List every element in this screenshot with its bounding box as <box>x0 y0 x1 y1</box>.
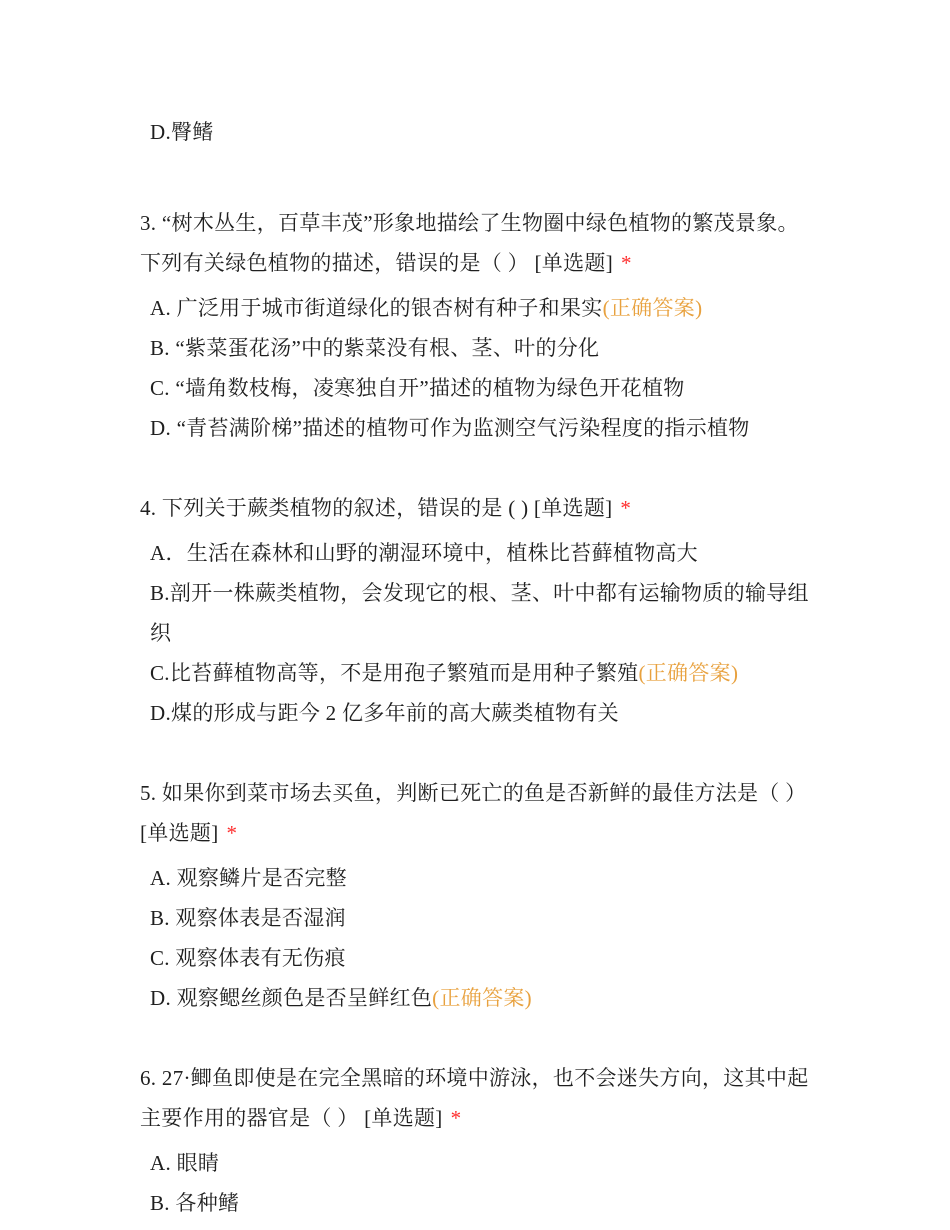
option-text: C. 观察体表有无伤痕 <box>150 946 346 970</box>
question-stem <box>140 488 820 528</box>
option-text: A. 观察鳞片是否完整 <box>150 866 347 890</box>
correct-answer-tag: (正确答案) <box>602 296 703 320</box>
answer-option <box>140 288 820 328</box>
answer-option <box>140 408 820 448</box>
question-6 <box>140 1058 820 1223</box>
answer-option <box>140 533 820 573</box>
question-stem-text: 3. “树木丛生，百草丰茂”形象地描绘了生物圈中绿色植物的繁茂景象。下列有关绿色植物的描述，错误的是（ ） [单选题] <box>140 211 799 275</box>
answer-option <box>140 858 820 898</box>
option-text: D.臀鳍 <box>150 120 214 144</box>
option-text: B.剖开一株蕨类植物，会发现它的根、茎、叶中都有运输物质的输导组织 <box>150 581 809 645</box>
required-asterisk: * <box>620 496 632 520</box>
answer-option <box>140 653 820 693</box>
question-stem-text: 4. 下列关于蕨类植物的叙述，错误的是 ( ) [单选题] <box>140 496 613 520</box>
question-2-partial <box>140 112 820 152</box>
correct-answer-tag: (正确答案) <box>432 986 532 1010</box>
answer-option <box>140 328 820 368</box>
option-text: C. “墙角数枝梅，凌寒独自开”描述的植物为绿色开花植物 <box>150 376 685 400</box>
option-text: B. 观察体表是否湿润 <box>150 906 346 930</box>
answer-option <box>140 898 820 938</box>
answer-option <box>140 938 820 978</box>
answer-option <box>140 573 820 653</box>
option-text: C.比苔藓植物高等，不是用孢子繁殖而是用种子繁殖 <box>150 661 639 685</box>
required-asterisk: * <box>226 821 238 845</box>
question-5 <box>140 773 820 1018</box>
question-stem <box>140 773 820 853</box>
correct-answer-tag: (正确答案) <box>638 661 739 685</box>
answer-option <box>140 112 820 152</box>
answer-option <box>140 368 820 408</box>
option-text: B. “紫菜蛋花汤”中的紫菜没有根、茎、叶的分化 <box>150 336 600 360</box>
option-text: A．生活在森林和山野的潮湿环境中，植株比苔藓植物高大 <box>150 541 698 565</box>
option-text: D. “青苔满阶梯”描述的植物可作为监测空气污染程度的指示植物 <box>150 416 750 440</box>
question-stem <box>140 1058 820 1138</box>
option-text: D.煤的形成与距今 2 亿多年前的高大蕨类植物有关 <box>150 701 619 725</box>
answer-option <box>140 1183 820 1223</box>
question-stem <box>140 203 820 283</box>
answer-option <box>140 693 820 733</box>
option-text: A. 眼睛 <box>150 1151 220 1175</box>
option-text: A. 广泛用于城市街道绿化的银杏树有种子和果实 <box>150 296 603 320</box>
answer-option <box>140 1143 820 1183</box>
question-stem-text: 6. 27·鲫鱼即使是在完全黑暗的环境中游泳，也不会迷失方向，这其中起主要作用的器官是（ ） [单选题] <box>140 1066 809 1130</box>
question-3 <box>140 203 820 448</box>
question-stem-text: 5. 如果你到菜市场去买鱼，判断已死亡的鱼是否新鲜的最佳方法是（ ） [单选题] <box>140 781 807 845</box>
answer-option <box>140 978 820 1018</box>
required-asterisk: * <box>620 251 632 275</box>
required-asterisk: * <box>450 1106 462 1130</box>
option-text: B. 各种鳍 <box>150 1191 240 1215</box>
question-4 <box>140 488 820 733</box>
option-text: D. 观察鳃丝颜色是否呈鲜红色 <box>150 986 433 1010</box>
